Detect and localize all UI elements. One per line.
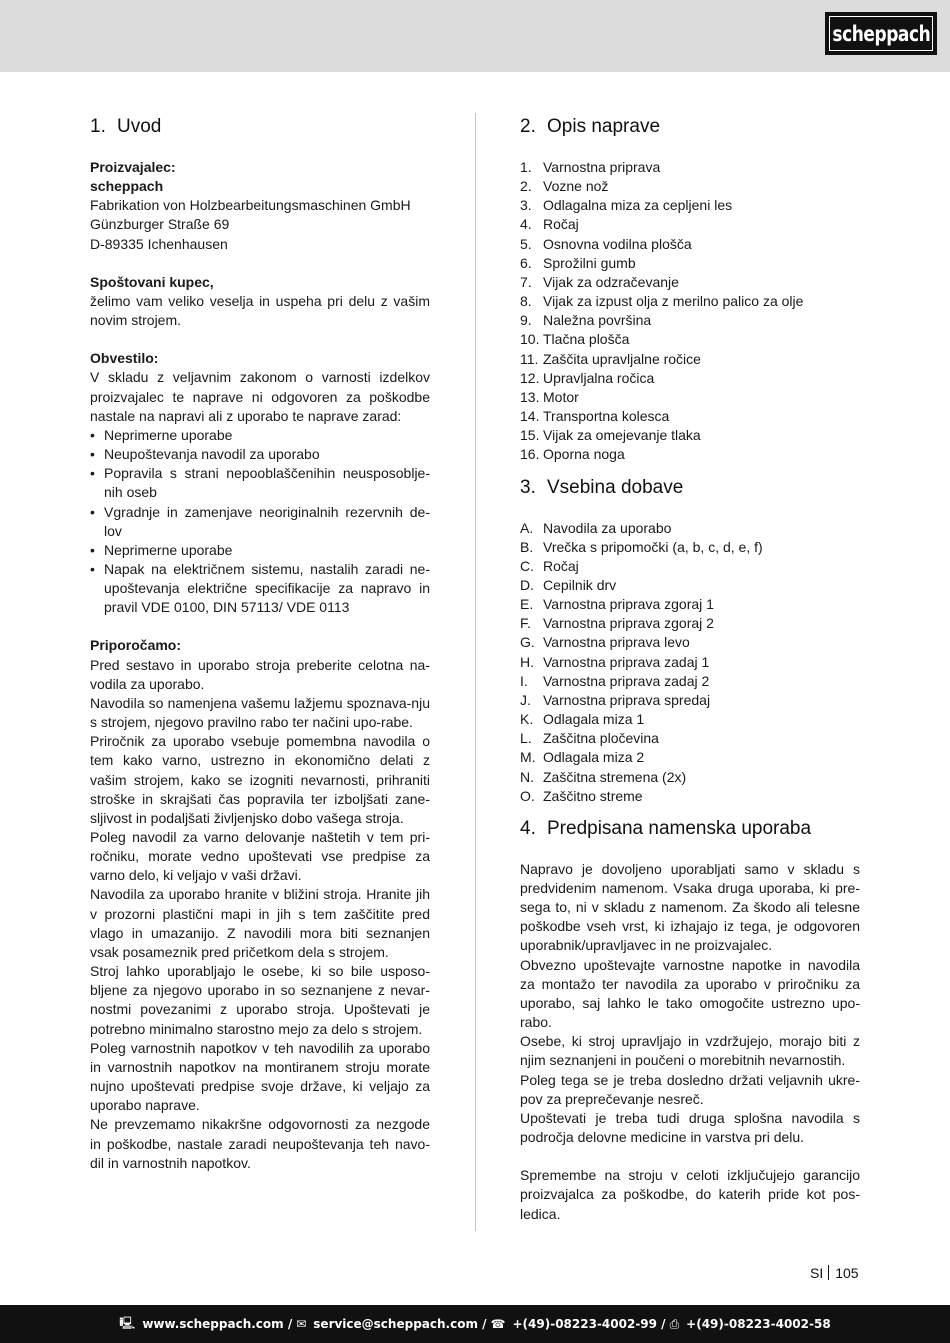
monitor-icon: 🖳 [119,1315,136,1330]
manufacturer-name: scheppach [90,178,164,195]
list-item: • Napak na električnem sistemu, nastalih zaradi ne-upoštevanja električne specifikacije za napravo in pravil VDE 0100, DIN 57113/ VDE 0113 [90,560,430,617]
section-2-heading [520,114,860,140]
right-column [520,114,860,1224]
list-item: 2. Vozne nož [520,178,609,195]
section-number: 4. [520,817,536,839]
section-title: Uvod [117,116,162,137]
paragraph: Osebe, ki stroj upravljajo in vzdržujejo, morajo biti z njim seznanjeni in poučeni o morebitnih nevarnostih. [520,1033,860,1069]
list-item: E. Varnostna priprava zgoraj 1 [520,596,714,613]
list-item: 16. Oporna noga [520,446,625,463]
page-separator [828,1265,829,1280]
list-item: I. Varnostna priprava zadaj 2 [520,672,710,689]
paragraph: Priročnik za uporabo vsebuje pomembna navodila o tem kako varno, ustrezno in ekonomično delati z vašim strojem, kako se izogniti nevarnosti, prihraniti stroške in skrajšati čas popravila ter izboljšati zane-sljivost in podaljšati življenjsko dobo vašega stroja. [90,733,430,826]
parts-list [520,158,860,465]
page-number-value: 105 [835,1265,859,1281]
language-code: SI [810,1265,824,1281]
paragraph: Obvezno upoštevajte varnostne napotke in navodila za montažo ter navodila za uporabo v priročniku za uporabo, saj lahko le tako omogočite ustrezno upo-rabo. [520,956,860,1031]
footer-email-link[interactable]: service@scheppach.com / [313,1317,487,1331]
paragraph: Stroj lahko uporabljajo le osebe, ki so bile usposo-bljene za njegovo uporabo in so seznanjene z nevar-nostmi povezanimi z uporabo stroja. Upoštevati je potrebno minimalno starostno mejo za delo s strojem. [90,963,430,1037]
section-1-heading [90,114,430,140]
list-item: M. Odlagala miza 2 [520,749,645,766]
list-item: • Popravila s strani nepooblaščenihin neusposoblje-nih oseb [90,464,430,502]
section-3-heading [520,475,860,501]
paragraph: Upoštevati je treba tudi druga splošna navodila s področja delovne medicine in varstva pri delu. [520,1109,860,1146]
list-item: 4. Ročaj [520,216,579,233]
list-item: D. Cepilnik drv [520,576,617,593]
manufacturer-label: Proizvajalec: [90,159,176,175]
footer-fax: +(49)-08223-4002-58 [686,1317,831,1331]
list-item: • Neupoštevanja navodil za uporabo [90,445,430,464]
list-item: 15. Vijak za omejevanje tlaka [520,427,701,444]
list-item: L. Zaščitna pločevina [520,730,659,747]
address-line: Fabrikation von Holzbearbeitungsmaschinen GmbH [90,197,411,214]
list-item: 5. Osnovna vodilna plošča [520,235,692,252]
list-item: 14. Transportna kolesca [520,408,670,425]
paragraph: Poleg navodil za varno delovanje naštetih v tem pri-ročniku, morate vedno upoštevati vse predpise za varno delo, ki veljajo v vaši državi. [90,829,430,884]
list-item: H. Varnostna priprava zadaj 1 [520,653,710,670]
fax-icon: ⎙ [669,1316,680,1331]
section-number: 1. [90,116,106,137]
list-item: C. Ročaj [520,557,579,574]
scheppach-logo [825,12,937,55]
paragraph: Pred sestavo in uporabo stroja preberite celotna na-vodila za uporabo. [90,656,430,692]
header-band [0,0,950,72]
section-number: 2. [520,116,536,137]
recommend-label: Priporočamo: [90,637,182,654]
notice-label: Obvestilo: [90,350,159,367]
mail-icon: ✉ [296,1317,307,1331]
list-item: A. Navodila za uporabo [520,519,672,536]
left-column [90,114,430,1173]
list-item: 7. Vijak za odzračevanje [520,273,679,290]
list-item: F. Varnostna priprava zgoraj 2 [520,615,714,632]
paragraph: Navodila za uporabo hranite v bližini stroja. Hranite jih v prozorni plastični mapi in jih s tem zaščitite pred vlago in umazanijo. Z navodili mora biti seznanjen vsak posameznik pred pričetkom dela s strojem. [90,886,430,960]
notice-list [90,426,430,618]
list-item: 6. Sprožilni gumb [520,254,636,271]
section-title: Predpisana namenska uporaba [547,817,812,839]
paragraph: Ne prevzemamo nikakršne odgovornosti za nezgode in poškodbe, nastale zaradi neupoštevanja teh navo-dil in varnostnih napotkov. [90,1116,430,1171]
list-item: O. Zaščitno streme [520,787,643,804]
column-divider [475,113,476,1231]
list-item: K. Odlagala miza 1 [520,711,645,728]
list-item: 13. Motor [520,388,579,405]
address-line: D-89335 Ichenhausen [90,235,228,252]
list-item: B. Vrečka s pripomočki (a, b, c, d, e, f) [520,538,763,555]
list-item: 8. Vijak za izpust olja z merilno palico za olje [520,293,804,310]
paragraph: Navodila so namenjena vašemu lažjemu spoznava-nju s strojem, njegovo pravilno rabo ter načini upo-rabe. [90,694,430,731]
footer-phone: +(49)-08223-4002-99 / [512,1317,666,1331]
section-title: Vsebina dobave [547,476,684,498]
delivery-list [520,519,860,806]
customer-text: želimo vam veliko veselja in uspeha pri delu z vašim novim strojem. [90,292,430,329]
list-item: N. Zaščitna stremena (2x) [520,768,687,785]
list-item: 10. Tlačna plošča [520,331,630,348]
paragraph: Poleg tega se je treba dosledno držati veljavnih ukre-pov za preprečevanje nesreč. [520,1071,860,1107]
paragraph: Napravo je dovoljeno uporabljati samo v skladu s predvidenim namenom. Vsaka druga uporaba, ki pre-sega to, ni v skladu z namenom. Za škodo ali telesne poškodbe vseh vrst, ki izhajajo iz tega, je odgovoren uporabnik/upravljavec in ne proizvajalec. [520,860,860,954]
section-number: 3. [520,476,536,498]
list-item: 11. Zaščita upravljalne ročice [520,350,701,367]
list-item: 9. Naležna površina [520,312,652,329]
closing-paragraph: Spremembe na stroju v celoti izključujejo garancijo proizvajalca za poškodbe, do katerih pride kot pos-ledica. [520,1167,860,1222]
footer-bar [0,1305,950,1343]
section-4-heading [520,816,860,842]
phone-icon: ☎ [490,1317,506,1331]
section-title: Opis naprave [547,116,661,137]
list-item: 1. Varnostna priprava [520,159,661,175]
list-item: • Neprimerne uporabe [90,541,430,560]
list-item: 12. Upravljalna ročica [520,369,655,386]
logo-frame [829,16,933,51]
notice-text: V skladu z veljavnim zakonom o varnosti izdelkov proizvajalec te naprave ni odgovoren za poškodbe nastale na napravi ali z uporabo te naprave zarad: [90,369,430,424]
list-item: • Neprimerne uporabe [90,426,430,445]
list-item: • Vgradnje in zamenjave neoriginalnih rezervnih de-lov [90,503,430,541]
list-item: G. Varnostna priprava levo [520,634,690,651]
page-number [810,1265,859,1281]
logo-text: scheppach [832,21,930,46]
paragraph: Poleg varnostnih napotkov v teh navodilih za uporabo in varnostnih napotkov na montiranem stroju morate nujno upoštevati predpise svoje države, ki veljajo za uporabo naprave. [90,1039,430,1114]
footer-website-link[interactable]: www.scheppach.com / [142,1317,293,1331]
list-item: J. Varnostna priprava spredaj [520,691,711,708]
address-line: Günzburger Straße 69 [90,216,230,233]
customer-label: Spoštovani kupec, [90,273,214,290]
list-item: 3. Odlagalna miza za cepljeni les [520,197,733,214]
